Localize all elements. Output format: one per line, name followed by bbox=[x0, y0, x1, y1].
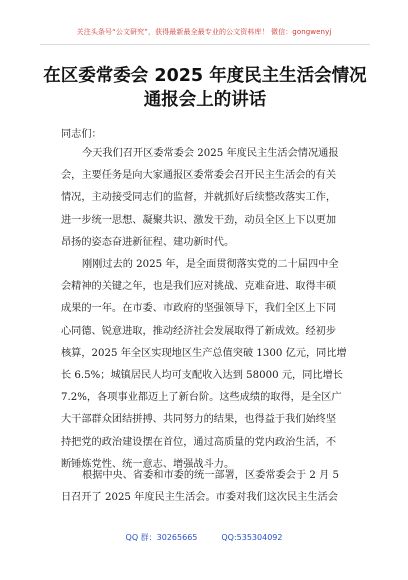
paragraph-line: 会精神的关键之年，也是我们应对挑战、克难奋进、取得丰硕 bbox=[61, 281, 337, 293]
paragraph-deployment bbox=[61, 465, 361, 509]
paragraph-line: 根据中央、省委和市委的统一部署，区委常委会于 2 月 5 bbox=[82, 470, 339, 481]
title-line: 在区委常委会 2025 年度民主生活会情况 bbox=[43, 66, 367, 86]
paragraph-line: 今天我们召开区委常委会 2025 年度民主生活会情况通报 bbox=[82, 148, 339, 159]
paragraph-line: 日召开了 2025 年度民主生活会。市委对我们这次民主生活会 bbox=[61, 492, 338, 504]
paragraph-line: 断锤炼党性、统一意志、增强战斗力。 bbox=[61, 458, 235, 470]
paragraph-line: 7.2%，各项事业都迈上了新台阶。这些成绩的取得，是全区广 bbox=[61, 392, 342, 404]
title-line: 通报会上的讲话 bbox=[143, 90, 267, 110]
paragraph-achievements bbox=[61, 254, 361, 476]
qq-number: QQ:535304092 bbox=[221, 533, 283, 542]
paragraph-opening bbox=[61, 143, 361, 254]
salutation: 同志们： bbox=[61, 129, 102, 140]
footer-contact bbox=[0, 532, 408, 543]
paragraph-line: 核算，2025 年全区实现地区生产总值突破 1300 亿元，同比增 bbox=[61, 347, 347, 359]
paragraph-line: 心同德、锐意进取，推动经济社会发展取得了新成效。经初步 bbox=[61, 325, 337, 337]
paragraph-line: 进一步统一思想、凝聚共识、激发干劲，动员全区上下以更加 bbox=[61, 214, 337, 226]
paragraph-line: 持把党的政治建设摆在首位，通过高质量的党内政治生活，不 bbox=[61, 436, 337, 448]
paragraph-line: 刚刚过去的 2025 年，是全面贯彻落实党的二十届四中全 bbox=[82, 259, 339, 270]
header-divider bbox=[40, 44, 370, 45]
paragraph-line: 长 6.5%；城镇居民人均可支配收入达到 58000 元，同比增长 bbox=[61, 369, 343, 381]
paragraph-line: 昂扬的姿态奋进新征程、建功新时代。 bbox=[61, 236, 235, 248]
paragraph-line: 成果的一年。在市委、市政府的坚强领导下，我们全区上下同 bbox=[61, 303, 337, 315]
document-title bbox=[40, 64, 370, 112]
paragraph-line: 会，主要任务是向大家通报区委常委会召开民主生活会的有关 bbox=[61, 170, 337, 182]
paragraph-line: 大干部群众团结拼搏、共同努力的结果，也得益于我们始终坚 bbox=[61, 414, 337, 426]
paragraph-line: 情况，主动接受同志们的监督，并就抓好后续整改落实工作， bbox=[61, 192, 337, 204]
qq-group-number: QQ 群：30265665 bbox=[125, 533, 198, 542]
header-banner: 关注头条号“公文研究”，获得最新最全最专业的公文资料库！ 微信：gongwenyj bbox=[76, 28, 332, 36]
